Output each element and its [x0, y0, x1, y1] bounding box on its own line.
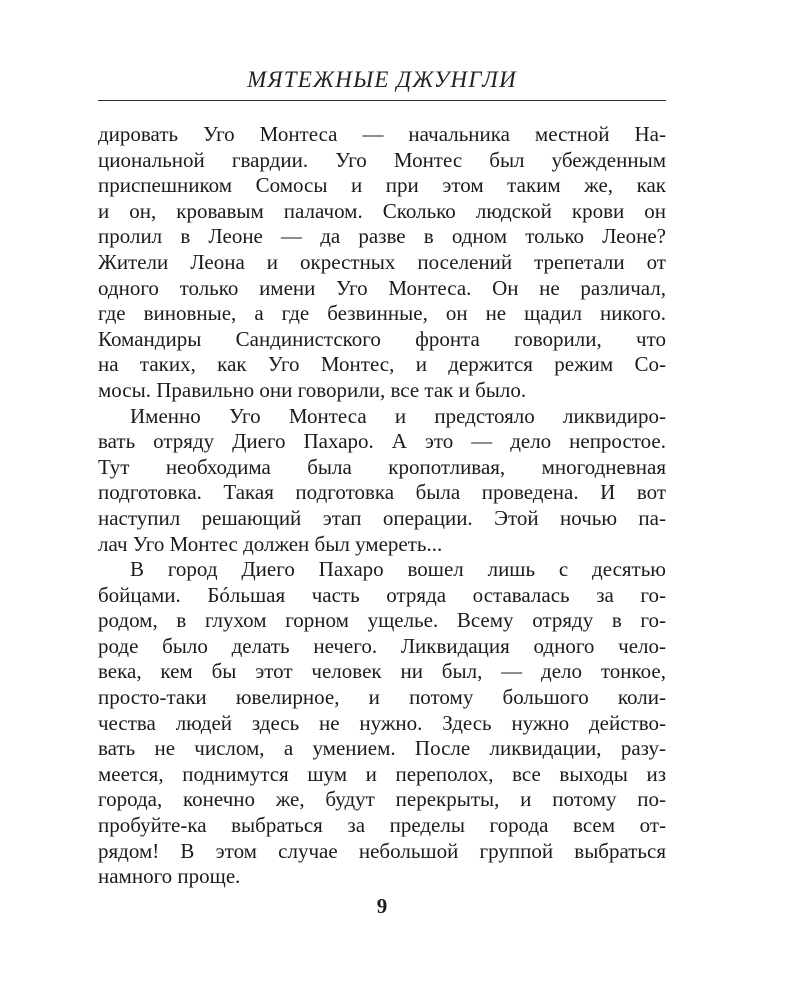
text-line: роде было делать нечего. Ликвидация одного чело-	[98, 633, 666, 658]
text-line: лач Уго Монтес должен был умереть...	[98, 531, 443, 556]
running-title: МЯТЕЖНЫЕ ДЖУНГЛИ	[247, 67, 517, 92]
header-rule	[98, 100, 666, 101]
text-line: Тут необходима была кропотливая, многодневная	[98, 454, 666, 479]
text-line: родом, в глухом горном ущелье. Всему отряду в го-	[98, 608, 666, 633]
text-line: Жители Леона и окрестных поселений трепетали от	[98, 249, 666, 274]
text-line: века, кем бы этот человек ни был, — дело тонкое,	[98, 659, 666, 684]
text-line: вать отряду Диего Пахаро. А это — дело непростое.	[98, 429, 666, 454]
text-line: приспешником Сомосы и при этом таким же, как	[98, 173, 666, 198]
text-line: наступил решающий этап операции. Этой ночью па-	[98, 505, 666, 530]
text-line: и он, кровавым палачом. Сколько людской крови он	[98, 198, 666, 223]
text-line: Командиры Сандинистского фронта говорили, что	[98, 326, 666, 351]
text-line: вать не числом, а умением. После ликвидации, разу-	[98, 736, 666, 761]
text-line: просто-таки ювелирное, и потому большого коли-	[98, 685, 666, 710]
text-line: намного проще.	[98, 864, 241, 889]
body-text	[98, 122, 666, 890]
text-line: пробуйте-ка выбраться за пределы города всем от-	[98, 813, 666, 838]
page-number: 9	[376, 894, 388, 918]
text-line: мосы. Правильно они говорили, все так и было.	[98, 377, 527, 402]
text-line: подготовка. Такая подготовка была проведена. И вот	[98, 480, 666, 505]
text-line: дировать Уго Монтеса — начальника местной На-	[98, 122, 666, 146]
text-line: чества людей здесь не нужно. Здесь нужно действо-	[98, 710, 666, 735]
text-line: на таких, как Уго Монтес, и держится режим Со-	[98, 352, 666, 377]
text-line: города, конечно же, будут перекрыты, и потому по-	[98, 787, 666, 812]
text-line: бойцами. Бóльшая часть отряда оставалась за го-	[98, 582, 666, 607]
text-line: пролил в Леоне — да разве в одном только Леоне?	[98, 224, 666, 249]
text-line: одного только имени Уго Монтеса. Он не различал,	[98, 275, 666, 300]
text-line: рядом! В этом случае небольшой группой выбраться	[98, 838, 666, 863]
text-line: меется, поднимутся шум и переполох, все выходы из	[98, 761, 666, 786]
text-line: В город Диего Пахаро вошел лишь с десятью	[130, 557, 666, 582]
text-line: где виновные, а где безвинные, он не щадил никого.	[98, 301, 666, 326]
text-line: циональной гвардии. Уго Монтес был убежденным	[98, 147, 666, 172]
text-line: Именно Уго Монтеса и предстояло ликвидиро-	[130, 403, 666, 428]
